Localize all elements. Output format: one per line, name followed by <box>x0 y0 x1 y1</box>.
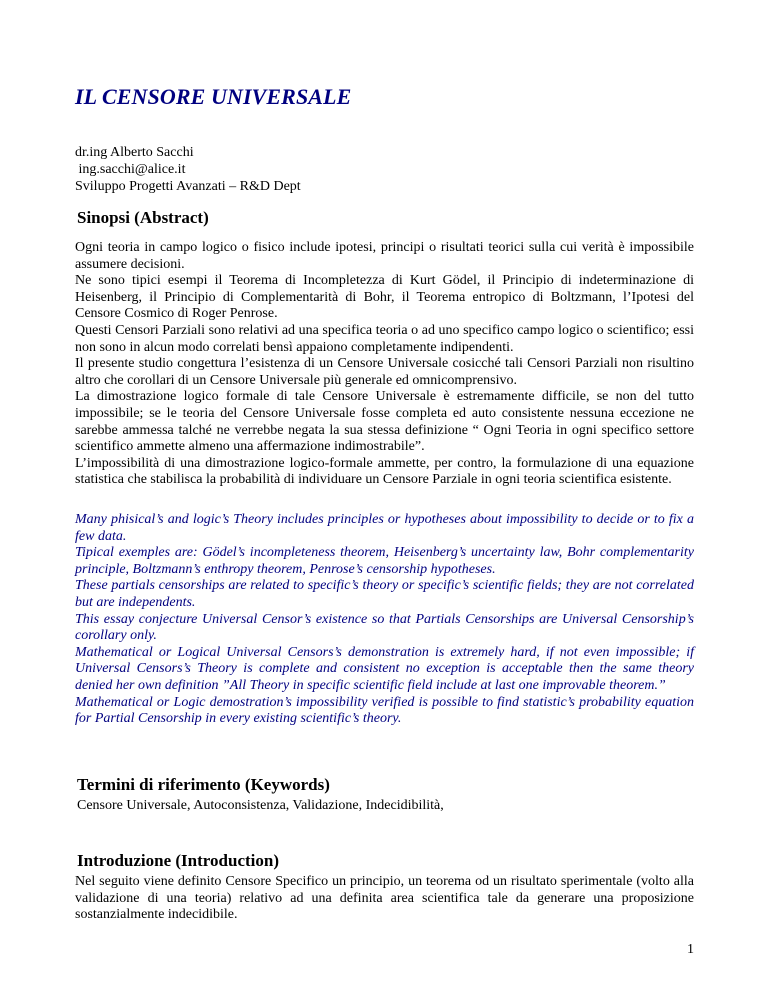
abstract-it-paragraph: Ne sono tipici esempi il Teorema di Incompletezza di Kurt Gödel, il Principio di indeterminazione di Heisenberg, il Principio di Complementarità di Bohr, il Teorema entropico di Boltzmann, l’Ipotesi del Censore Cosmico di Roger Penrose. <box>75 273 694 322</box>
abstract-italian <box>75 240 694 489</box>
abstract-it-paragraph: Il presente studio congettura l’esistenza di un Censore Universale cosicché tali Censori Parziali non risultino altro che corollari di un Censore Universale più generale ed omnicomprensivo. <box>75 356 694 388</box>
abstract-it-paragraph: Ogni teoria in campo logico o fisico include ipotesi, principi o risultati teorici sulla cui verità è impossibile assumere decisioni. <box>75 240 694 272</box>
author-department: Sviluppo Progetti Avanzati – R&D Dept <box>75 179 301 194</box>
abstract-en-paragraph: These partials censorships are related to specific’s theory or specific’s scientific fields; they are not correlated but are independents. <box>75 578 694 610</box>
abstract-heading: Sinopsi (Abstract) <box>77 208 209 227</box>
author-email: ing.sacchi@alice.it <box>75 162 186 177</box>
abstract-it-paragraph: Questi Censori Parziali sono relativi ad una specifica teoria o ad uno specifico campo logico o scientifico; essi non sono in alcun modo correlati bensì appaiono completamente indipendenti. <box>75 322 694 355</box>
abstract-en-paragraph: Tipical exemples are: Gödel’s incompleteness theorem, Heisenberg’s uncertainty law, Bohr complementarity principle, Boltzmann’s enthropy theorem, Penrose’s censorship hypotheses. <box>75 545 694 577</box>
author-block <box>75 144 301 195</box>
abstract-en-paragraph: Mathematical or Logic demostration’s impossibility verified is possible to find statistic’s probability equation for Partial Censorship in every existing scientific’s theory. <box>75 694 694 727</box>
abstract-it-paragraph: L’impossibilità di una dimostrazione logico-formale ammette, per contro, la formulazione di una equazione statistica che stabilisca la probabilità di individuare un Censore Parziale in ogni teoria scientifica esistente. <box>75 455 694 488</box>
abstract-english <box>75 512 694 728</box>
page-number: 1 <box>687 942 694 957</box>
abstract-en-paragraph: Many phisical’s and logic’s Theory includes principles or hypotheses about impossibility to decide or to fix a few data. <box>75 512 694 544</box>
keywords-text: Censore Universale, Autoconsistenza, Validazione, Indecidibilità, <box>77 798 444 813</box>
abstract-it-paragraph: La dimostrazione logico formale di tale Censore Universale è estremamente difficile, se non del tutto impossibile; se le teoria del Censore Universale fosse completa ed auto consistente nessuna eccezione ne sarebbe ammessa talché ne verrebbe negata la sua stessa definizione “ Ogni Teoria in ogni specifico settore scientifico ammette almeno una affermazione indimostrabile”. <box>75 389 694 455</box>
introduction-heading: Introduzione (Introduction) <box>77 851 279 870</box>
keywords-heading: Termini di riferimento (Keywords) <box>77 775 330 794</box>
author-name: dr.ing Alberto Sacchi <box>75 145 194 160</box>
document-title: IL CENSORE UNIVERSALE <box>75 84 352 109</box>
abstract-en-paragraph: Mathematical or Logical Universal Censors’s demonstration is extremely hard, if not even impossible; if Universal Censors’s Theory is complete and consistent no exception is acceptable then the same theory denied her own definition ”All Theory in specific scientific field include at last one improvable theorem.” <box>75 644 694 693</box>
abstract-en-paragraph: This essay conjecture Universal Censor’s existence so that Partials Censorships are Universal Censorship’s corollary only. <box>75 611 694 644</box>
introduction-text: Nel seguito viene definito Censore Specifico un principio, un teorema od un risultato sperimentale (volto alla validazione di una teoria) relativo ad una definita area scientifica tale da generare una proposizione sostanzialmente indecidibile. <box>75 874 694 923</box>
